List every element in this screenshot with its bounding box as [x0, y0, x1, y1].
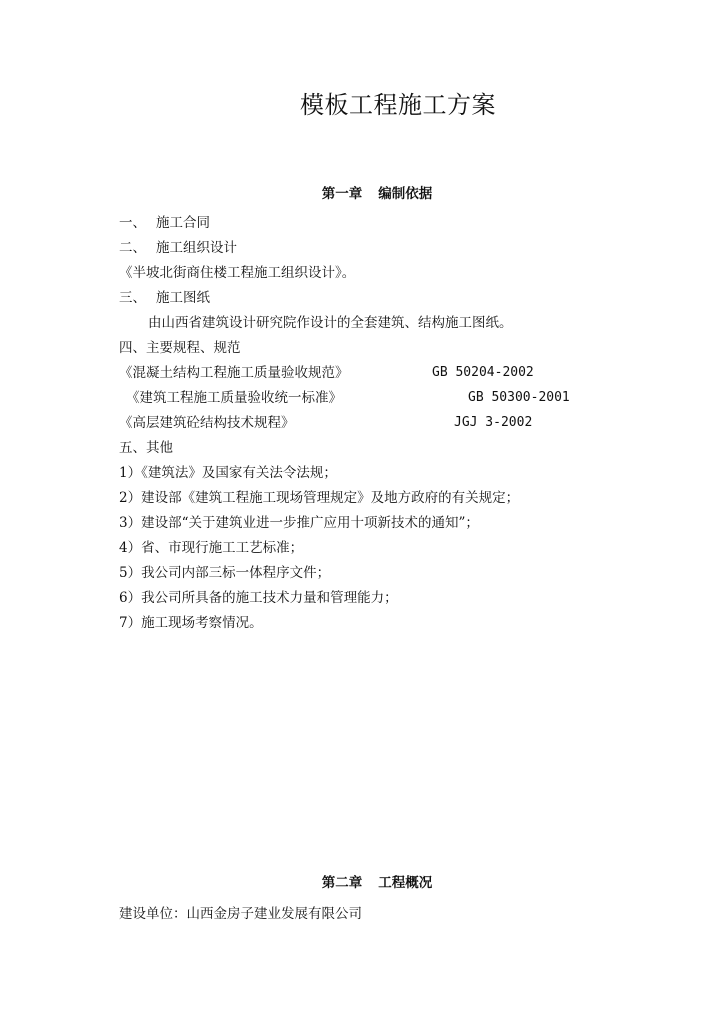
section-4-heading: 四、主要规程、规范	[119, 340, 241, 356]
other-item-2: 2）建设部《建筑工程施工现场管理规定》及地方政府的有关规定；	[119, 490, 520, 506]
section-3-label: 施工图纸	[156, 290, 210, 306]
chapter-2-number: 第二章	[321, 875, 363, 891]
other-item-6: 6）我公司所具备的施工技术力量和管理能力；	[119, 590, 398, 606]
other-item-4: 4）省、市现行施工工艺标准；	[119, 540, 304, 556]
standard-3-name: 《高层建筑砼结构技术规程》	[119, 415, 295, 431]
section-1-number: 一、	[119, 215, 146, 231]
section-1	[119, 213, 210, 233]
other-item-1: 1）《建筑法》及国家有关法令法规；	[119, 465, 337, 481]
other-item-3: 3）建设部“关于建筑业进一步推广应用十项新技术的通知”；	[119, 515, 479, 531]
chapter-2-heading	[0, 873, 724, 893]
standard-3-code: JGJ 3-2002	[454, 415, 533, 430]
section-2-label: 施工组织设计	[156, 240, 237, 256]
document-title: 模板工程施工方案	[300, 91, 496, 119]
section-2-number: 二、	[119, 240, 146, 256]
section-3	[119, 288, 210, 308]
chapter-1-number: 第一章	[321, 186, 363, 202]
standard-2-name: 《建筑工程施工质量验收统一标准》	[126, 390, 342, 406]
section-2-content: 《半坡北街商住楼工程施工组织设计》。	[119, 265, 356, 281]
section-1-label: 施工合同	[156, 215, 210, 231]
section-3-number: 三、	[119, 290, 146, 306]
other-item-5: 5）我公司内部三标一体程序文件；	[119, 565, 331, 581]
standard-2-code: GB 50300-2001	[468, 390, 570, 405]
other-item-7: 7）施工现场考察情况。	[119, 615, 263, 631]
section-5-heading: 五、其他	[119, 440, 173, 456]
section-2	[119, 238, 237, 258]
standard-1-name: 《混凝土结构工程施工质量验收规范》	[119, 365, 349, 381]
chapter-1-name: 编制依据	[378, 186, 433, 202]
chapter-1-heading	[0, 184, 724, 204]
section-3-content: 由山西省建筑设计研究院作设计的全套建筑、结构施工图纸。	[148, 315, 513, 331]
builder-unit: 建设单位：山西金房子建业发展有限公司	[119, 906, 362, 922]
chapter-2-name: 工程概况	[378, 875, 433, 891]
standard-1-code: GB 50204-2002	[432, 365, 534, 380]
